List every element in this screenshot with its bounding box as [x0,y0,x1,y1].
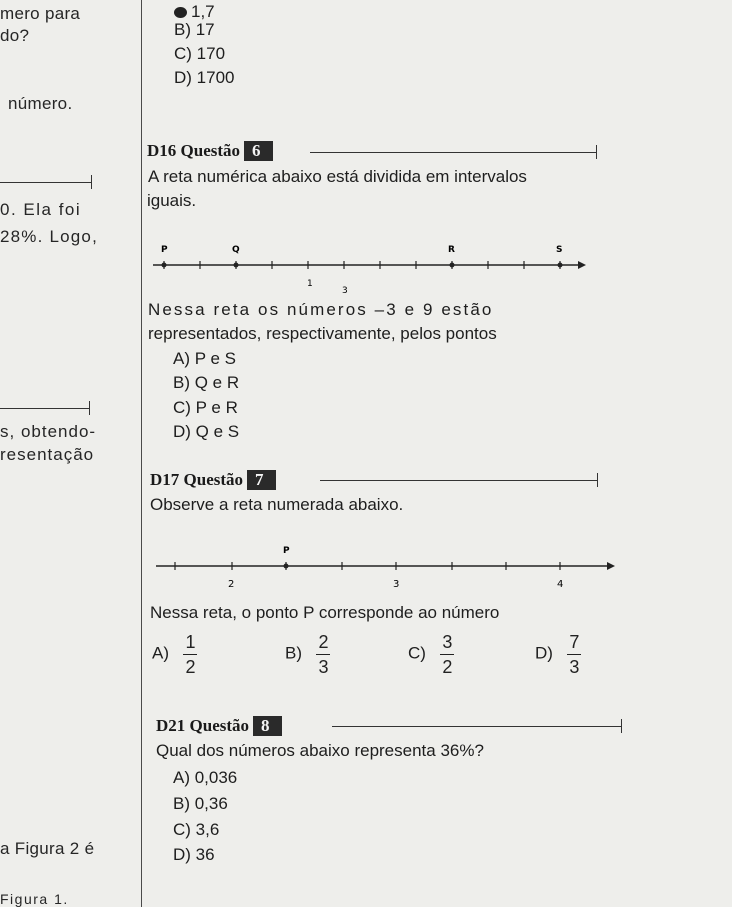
q21-header [156,716,282,736]
left-fragment-4: 0. Ela foi [0,200,82,219]
top-option-c: C) 170 [174,44,226,63]
q21-header-tick [621,719,622,733]
q21-option-c: C) 3,6 [173,820,220,839]
filled-bubble-icon [174,7,187,18]
left-fragment-1: mero para [0,4,81,23]
left-separator-1 [0,182,92,183]
q17-line-arrow-icon [607,562,615,570]
left-fragment-2: do? [0,26,30,45]
q17-label-p: P [283,546,290,556]
top-option-a: 1,7 [174,2,215,22]
q17-option-c: C) $\frac{3}{2}$ [408,632,453,677]
q16-point-p [162,263,167,268]
q16-number-line [148,238,588,296]
q21-number: 8 [253,716,282,736]
left-fragment-8: a Figura 2 é [0,839,95,858]
left-fragment-7: resentação [0,445,95,464]
q16-label-1: 1 [307,279,313,289]
q17-option-b-fraction: $\frac{2}{3}$ [318,632,329,677]
q21-header-rule [332,726,622,727]
q16-statement-line-2: iguais. [147,191,197,210]
q16-option-b: B) Q e R [173,373,240,392]
left-fragment-6: s, obtendo- [0,422,97,441]
q17-option-b: B) $\frac{2}{3}$ [285,632,329,677]
q17-option-c-fraction: $\frac{3}{2}$ [442,632,453,677]
q16-header-rule [310,152,597,153]
column-divider [141,0,142,907]
q16-header [147,141,273,161]
q17-text: Nessa reta, o ponto P corresponde ao número [150,603,500,622]
q17-label-3: 3 [393,579,400,590]
q16-point-s [558,263,563,268]
q17-option-d-fraction: $\frac{7}{3}$ [569,632,580,677]
left-separator-1-tick [91,175,92,189]
q16-point-q [234,263,239,268]
top-option-d: D) 1700 [174,68,235,87]
left-separator-2 [0,408,90,409]
left-fragment-9: Figura 1. [0,891,69,907]
q16-line-arrow-icon [578,261,586,269]
q17-option-a-fraction: $\frac{1}{2}$ [185,632,196,677]
q21-code: D21 [156,716,186,735]
q21-option-b: B) 0,36 [173,794,228,813]
top-option-b: B) 17 [174,20,215,39]
q16-option-d: D) Q e S [173,422,240,441]
q16-option-a: A) P e S [173,349,236,368]
left-fragment-3: número. [8,94,73,113]
q16-option-c: C) P e R [173,398,238,417]
q17-header-rule [320,480,598,481]
q16-code: D16 [147,141,177,160]
q16-label-s: S [556,245,563,255]
q16-statement-line-1: A reta numérica abaixo está dividida em intervalos [148,167,527,186]
q16-point-r [450,263,455,268]
left-separator-2-tick [89,401,90,415]
q21-option-d: D) 36 [173,845,215,864]
q16-label-r: R [448,245,455,255]
q17-point-p [284,564,289,569]
left-fragment-5: 28%. Logo, [0,227,99,246]
q17-number-line [152,542,622,592]
q17-option-d: D) $\frac{7}{3}$ [535,632,580,677]
q17-label: Questão [183,470,244,489]
q17-statement: Observe a reta numerada abaixo. [150,495,404,514]
q17-label-2: 2 [228,579,235,590]
q17-option-a: A) $\frac{1}{2}$ [152,632,196,677]
q16-text-line-2: representados, respectivamente, pelos pontos [148,324,497,343]
q16-label-3: 3 [342,286,348,296]
q21-option-a: A) 0,036 [173,768,238,787]
q21-label: Questão [189,716,250,735]
q16-text-line-1: Nessa reta os números –3 e 9 estão [148,300,494,319]
q21-statement: Qual dos números abaixo representa 36%? [156,741,484,760]
q17-header-tick [597,473,598,487]
q17-header [150,470,276,490]
q16-label-q: Q [232,245,240,255]
q16-number: 6 [244,141,273,161]
q17-code: D17 [150,470,180,489]
q16-header-tick [596,145,597,159]
q16-label-p: P [161,245,168,255]
q16-label: Questão [180,141,241,160]
q17-label-4: 4 [557,579,564,590]
q17-number: 7 [247,470,276,490]
